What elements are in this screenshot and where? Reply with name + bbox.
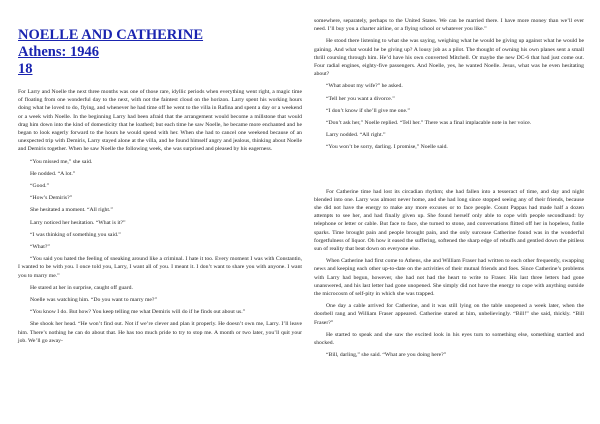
paragraph: “You know I do. But how? You keep telling me what Demiris will do if he finds out about us.”	[30, 309, 246, 316]
paragraph: “Bill, darling,” she said. “What are you doing here?”	[326, 352, 447, 359]
chapter-number-link[interactable]: 18	[18, 61, 33, 77]
paragraph: One day a cable arrived for Catherine, and it was still lying on the table unopened a week later, when the doorbell rang and William Fraser appeared. Catherine stared at him, unbelievingly. “Bill!” she said, thickly. “Bill Fraser?”	[314, 303, 584, 326]
paragraph: “What about my wife?” he asked.	[326, 83, 403, 90]
paragraph: somewhere, separately, perhaps to the United States. We can be married there. I have more money than we’ll ever need. I’ll buy you a charter airline, or a flying school or whatever you like.”	[314, 18, 584, 33]
paragraph: “How’s Demiris?”	[30, 195, 73, 202]
left-column	[18, 0, 302, 349]
paragraph: She hesitated a moment. “All right.”	[30, 207, 113, 214]
paragraph: “What?”	[30, 244, 50, 251]
chapter-subtitle-link[interactable]: Athens: 1946	[18, 44, 99, 60]
paragraph: “Tell her you want a divorce.”	[326, 95, 395, 102]
paragraph: “I was thinking of something you said.”	[30, 231, 121, 238]
paragraph: “You said you hated the feeling of sneaking around like a criminal. I hate it too. Every moment I was with Constantin, I wanted to be with you. I once told you, Larry, I want all of you. I meant it. I don’t want to share you with anyone. I want you to marry me.”	[18, 256, 302, 279]
paragraph: “Don’t ask her,” Noelle replied. “Tell her.” There was a final implacable note in her voice.	[326, 120, 532, 127]
right-column	[314, 17, 584, 364]
paragraph: For Larry and Noelle the next three months was one of those rare, idyllic periods when everything went right, a magic time of floating from one wonderful day to the next, with not the faintest cloud on the horizon. Larry spent his working hours doing what he loved to do, flying, and whenever he had time off he went to the villa in Rafina and spent a day or a weekend or a week with Noelle. In the beginning Larry had been afraid that the arrangement would become a millstone that would drag him down into the kind of domesticity that he loathed; but each time he saw Noelle, he became more enchanted and he began to look eagerly forward to the hours he would spend with her. When she had to cancel one weekend because of an unexpected trip with Demiris, Larry stayed alone at the villa, and he found himself angry and jealous, thinking about Noelle and Demiris together. When he saw Noelle the following week, she was surprised and pleased by his eagerness.	[18, 89, 302, 153]
paragraph: He stared at her in surprise, caught off guard.	[30, 284, 133, 291]
paragraph: He nodded. “A lot.”	[30, 170, 76, 177]
chapter-heading	[18, 27, 302, 78]
left-column-body	[18, 88, 302, 345]
section-break	[314, 168, 584, 172]
paragraph: For Catherine time had lost its circadian rhythm; she had fallen into a tesseract of time, and day and night blended into one. Larry was almost never home, and she had long since stopped seeing any of their friends, because she did not have the energy to make any more excuses or to face people. Count Pappas had made half a dozen attempts to see her, and had finally given up. She found herself only able to cope with people secondhand: by telephone or letter or cable. But face to face, she turned to stone, and conversations flitted off her in hopeless, futile sparks. Time brought pain and people brought pain, and the only surcease Catherine found was in the wonderful forgetfulness of liquor. Oh how it eased the suffering, softened the sharp edge of rebuffs and gentled down the pitiless sun of reality that beat down on everyone else.	[314, 188, 584, 253]
paragraph: “I don’t know if she’ll give me one.”	[326, 107, 410, 114]
paragraph: “You won’t be sorry, darling. I promise,” Noelle said.	[326, 144, 448, 151]
book-title-link[interactable]: NOELLE AND CATHERINE	[18, 27, 204, 43]
paragraph: She shook her head. “He won’t find out. Not if we’re clever and plan it properly. He doesn’t own me, Larry. I’ll leave him. There’s nothing he can do about that. He has too much pride to try to stop me. A month or two later, you’ll quit your job. We’ll go away-	[18, 321, 302, 344]
paragraph: Noelle was watching him. “Do you want to marry me?”	[30, 297, 157, 304]
paragraph: Larry noticed her hesitation. “What is it?”	[30, 219, 126, 226]
paragraph: He stood there listening to what she was saying, weighing what he would be giving up against what he would be gaining. And what would he be giving up? A lousy job as a pilot. The thought of owning his own planes sent a small thrill coursing through him. He’d have his own converted Mitchell. Or maybe the new DC-6 that had just come out. Four radial engines, eighty-five passengers. And Noelle, yes, he wanted Noelle. Jesus, what was he even hesitating about?	[314, 38, 584, 78]
paragraph: “You missed me,” she said.	[30, 158, 93, 165]
paragraph: When Catherine had first come to Athens, she and William Fraser had written to each other frequently, swapping news and keeping each other up-to-date on the activities of their mutual friends and foes. Since Catherine’s problems with Larry had begun, however, she had not had the heart to write to Fraser. His last three letters had gone unanswered, and his last letter had gone unopened. She simply did not have the energy to cope with anything outside the microcosm of self-pity in which she was trapped.	[314, 258, 584, 298]
paragraph: “Good.”	[30, 183, 50, 190]
right-column-body	[314, 17, 584, 360]
paragraph: Larry nodded. “All right.”	[326, 132, 386, 139]
paragraph: He started to speak and she saw the excited look in his eyes turn to something else, something startled and shocked.	[314, 331, 584, 347]
